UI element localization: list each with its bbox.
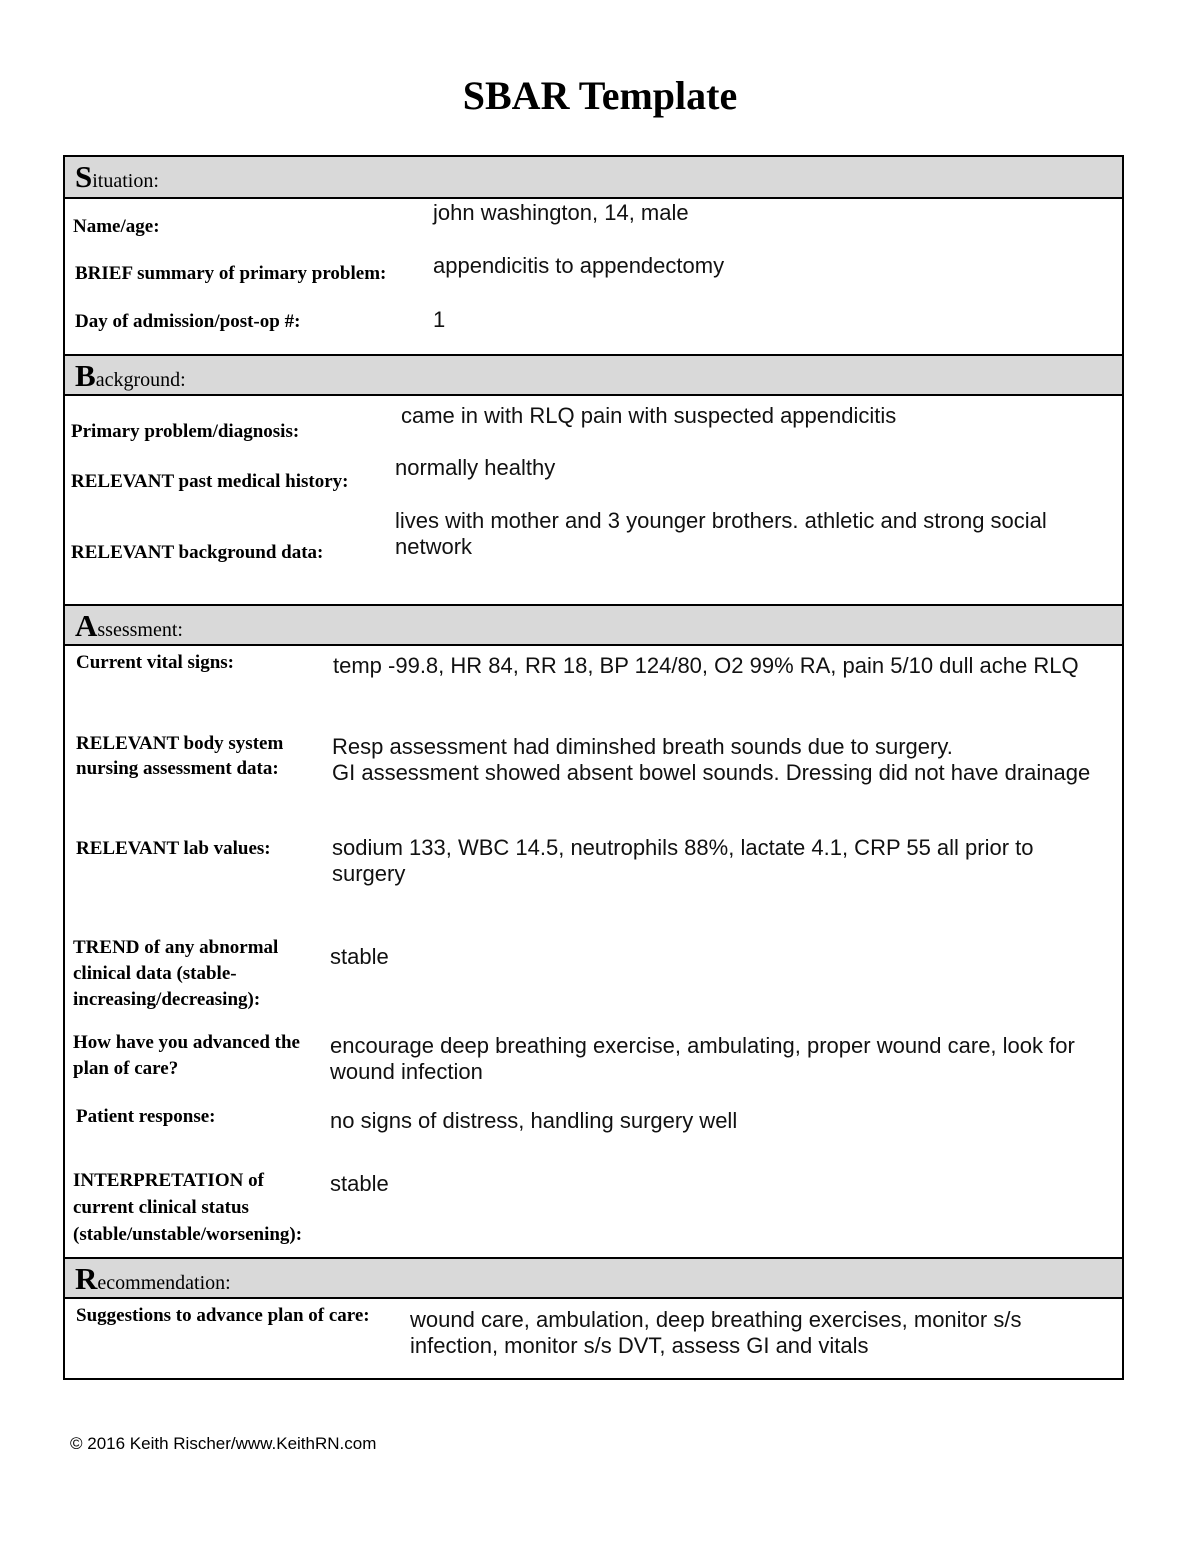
sbar-form [63,155,1124,1380]
assessment-header-rest: ssessment: [97,619,183,641]
background-header-cap: B [75,358,96,393]
vital-signs-label: Current vital signs: [76,652,234,673]
suggestions-value[interactable]: wound care, ambulation, deep breathing exercises, monitor s/s infection, monitor s/s DVT, assess GI and vitals [410,1307,1022,1358]
trend-label-1: TREND of any abnormal [73,937,279,958]
day-of-admission-value[interactable]: 1 [433,307,446,332]
primary-problem-label: Primary problem/diagnosis: [71,421,300,442]
brief-summary-value[interactable]: appendicitis to appendectomy [433,253,725,278]
recommendation-header-cap: R [75,1261,98,1296]
background-data-label: RELEVANT background data: [71,542,324,563]
brief-summary-label: BRIEF summary of primary problem: [75,263,387,284]
situation-header-cap: S [75,159,93,194]
trend-label-2: clinical data (stable- [73,963,237,984]
patient-response-value[interactable]: no signs of distress, handling surgery well [330,1108,738,1133]
primary-problem-value[interactable]: came in with RLQ pain with suspected appendicitis [401,403,897,428]
trend-value[interactable]: stable [330,944,389,969]
advanced-plan-label-2: plan of care? [73,1058,179,1079]
body-system-label-1: RELEVANT body system [76,733,284,754]
situation-header [65,157,1122,199]
trend-label-3: increasing/decreasing): [73,989,261,1010]
background-header-rest: ackground: [95,369,186,391]
situation-header-rest: ituation: [92,170,159,192]
vital-signs-value[interactable]: temp -99.8, HR 84, RR 18, BP 124/80, O2 99% RA, pain 5/10 dull ache RLQ [333,653,1079,678]
recommendation-header-rest: ecommendation: [97,1272,231,1294]
page-title: SBAR Template [462,73,738,118]
assessment-header [65,604,1122,646]
suggestions-label: Suggestions to advance plan of care: [76,1305,370,1326]
past-history-label: RELEVANT past medical history: [71,471,349,492]
patient-response-label: Patient response: [76,1106,216,1127]
recommendation-header [65,1257,1122,1299]
interpretation-label-3: (stable/unstable/worsening): [73,1224,303,1245]
lab-values-value[interactable]: sodium 133, WBC 14.5, neutrophils 88%, lactate 4.1, CRP 55 all prior to surgery [332,835,1034,886]
body-system-value-2[interactable]: GI assessment showed absent bowel sounds. Dressing did not have drainage [332,760,1091,785]
interpretation-label-2: current clinical status [73,1197,249,1218]
lab-values-label: RELEVANT lab values: [76,838,271,859]
past-history-value[interactable]: normally healthy [395,455,556,480]
copyright-footer: © 2016 Keith Rischer/www.KeithRN.com [70,1434,377,1453]
body-system-value-1[interactable]: Resp assessment had diminshed breath sounds due to surgery. [332,734,953,759]
advanced-plan-value[interactable]: encourage deep breathing exercise, ambulating, proper wound care, look for wound infection [330,1033,1075,1084]
name-age-value[interactable]: john washington, 14, male [433,200,689,225]
interpretation-value[interactable]: stable [330,1171,389,1196]
assessment-header-cap: A [75,608,98,643]
body-system-label-2: nursing assessment data: [76,758,279,779]
background-data-value[interactable]: lives with mother and 3 younger brothers. athletic and strong social network [395,508,1047,559]
advanced-plan-label-1: How have you advanced the [73,1032,300,1053]
interpretation-label-1: INTERPRETATION of [73,1170,264,1191]
name-age-label: Name/age: [73,216,160,237]
day-of-admission-label: Day of admission/post-op #: [75,311,301,332]
background-header [65,354,1122,396]
